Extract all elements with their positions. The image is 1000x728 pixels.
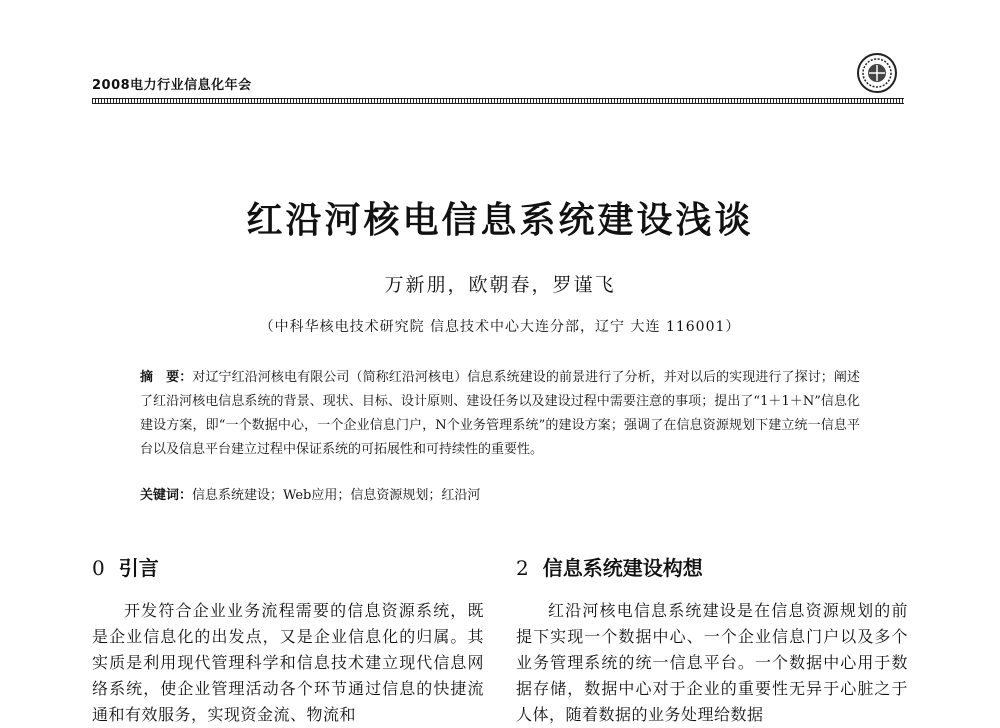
keywords [140, 484, 860, 508]
header-rule [92, 98, 904, 104]
keywords-text: 信息系统建设；Web应用；信息资源规划；红沿河 [192, 488, 481, 503]
section-heading-design [516, 552, 703, 581]
paper-authors: 万新朋，欧朝春，罗谨飞 [384, 274, 616, 296]
section-body-design: 红沿河核电信息系统建设是在信息资源规划的前提下实现一个数据中心、一个企业信息门户以及多个业务管理系统的统一信息平台。一个数据中心用于数据存储，数据中心对于企业的重要性无异于心脏之于人体，随着数据的业务处理给数据 [516, 601, 908, 724]
section-title: 引言 [118, 556, 159, 580]
section-body-introduction: 开发符合企业业务流程需要的信息资源系统，既是企业信息化的出发点，又是企业信息化的归属。其实质是利用现代管理科学和信息技术建立现代信息网络系统，使企业管理活动各个环节通过信息的快捷流通和有效服务，实现资金流、物流和 [92, 601, 484, 724]
conference-logo-icon [856, 52, 898, 94]
paper-title: 红沿河核电信息系统建设浅谈 [246, 199, 754, 241]
abstract-label: 摘 要： [140, 370, 193, 385]
paper-affiliation: （中科华核电技术研究院 信息技术中心大连分部，辽宁 大连 116001） [259, 319, 741, 335]
section-title: 信息系统建设构想 [542, 556, 703, 580]
conference-name: 2008电力行业信息化年会 [92, 78, 252, 93]
keywords-label: 关键词： [140, 488, 193, 503]
section-number: 2 [516, 556, 529, 580]
abstract-text: 对辽宁红沿河核电有限公司（简称红沿河核电）信息系统建设的前景进行了分析，并对以后的实现进行了探讨；阐述了红沿河核电信息系统的背景、现状、目标、设计原则、建设任务以及建设过程中需要注意的事项；提出了“1＋1＋N”信息化建设方案，即“一个数据中心，一个企业信息门户，N个业务管理系统”的建设方案；强调了在信息资源规划下建立统一信息平台以及信息平台建立过程中保证系统的可拓展性和可持续性的重要性。 [140, 370, 860, 457]
section-heading-introduction [92, 552, 159, 581]
section-number: 0 [92, 556, 105, 580]
abstract [140, 366, 860, 462]
